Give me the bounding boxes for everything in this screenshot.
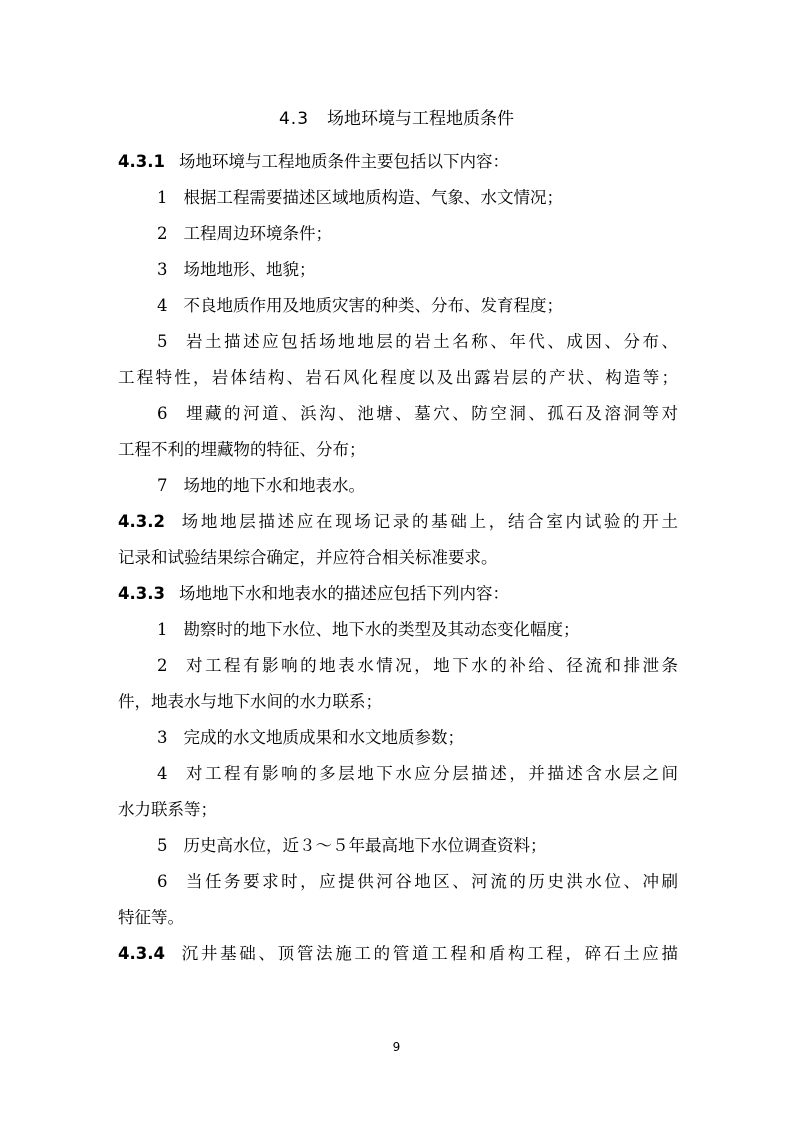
continuation-line: 特征等。 <box>118 908 184 927</box>
item-number: 6 <box>157 404 168 423</box>
list-item <box>118 648 678 684</box>
list-item <box>118 216 678 252</box>
list-item <box>118 468 678 504</box>
continuation-line: 工程特性，岩体结构、岩石风化程度以及出露岩层的产状、构造等； <box>118 368 678 387</box>
item-number: 2 <box>157 224 168 243</box>
item-number: 4 <box>157 764 168 783</box>
list-item <box>118 396 678 432</box>
continuation-line: 件，地表水与地下水间的水力联系； <box>118 692 382 711</box>
item-text: 根据工程需要描述区域地质构造、气象、水文情况； <box>183 188 563 207</box>
list-item <box>118 864 678 900</box>
clause-text: 场地环境与工程地质条件主要包括以下内容： <box>178 152 509 171</box>
section-heading <box>0 106 793 132</box>
clause-number: 4.3.1 <box>118 152 165 171</box>
item-text: 岩土描述应包括场地地层的岩土名称、年代、成因、分布、 <box>183 332 678 351</box>
list-item <box>118 288 678 324</box>
clause-number: 4.3.3 <box>118 584 165 603</box>
item-text: 完成的水文地质成果和水文地质参数； <box>183 728 464 747</box>
item-text: 场地地形、地貌； <box>183 260 316 279</box>
continuation-line: 工程不利的埋藏物的特征、分布； <box>118 440 366 459</box>
item-text: 当任务要求时，应提供河谷地区、河流的历史洪水位、冲刷 <box>183 872 678 891</box>
list-item <box>118 180 678 216</box>
clause-text: 沉井基础、顶管法施工的管道工程和盾构工程，碎石土应描 <box>178 944 678 963</box>
clause-4-3-1 <box>118 144 678 180</box>
clause-4-3-4 <box>118 936 678 972</box>
item-number: 7 <box>157 476 168 495</box>
list-item <box>118 720 678 756</box>
item-text: 不良地质作用及地质灾害的种类、分布、发育程度； <box>183 296 563 315</box>
list-item <box>118 828 678 864</box>
clause-4-3-2 <box>118 504 678 540</box>
list-item <box>118 612 678 648</box>
item-number: 3 <box>157 260 168 279</box>
item-text: 工程周边环境条件； <box>183 224 332 243</box>
clause-text: 场地地下水和地表水的描述应包括下列内容： <box>178 584 509 603</box>
page-number: 9 <box>392 1040 401 1054</box>
item-number: 6 <box>157 872 168 891</box>
body-text <box>118 144 678 972</box>
item-text: 对工程有影响的地表水情况，地下水的补给、径流和排泄条 <box>183 656 678 675</box>
item-number: 1 <box>157 620 168 639</box>
item-text: 历史高水位，近３～５年最高地下水位调查资料； <box>183 836 547 855</box>
item-number: 5 <box>157 332 168 351</box>
clause-text: 场地地层描述应在现场记录的基础上，结合室内试验的开土 <box>178 512 678 531</box>
item-text: 对工程有影响的多层地下水应分层描述，并描述含水层之间 <box>183 764 678 783</box>
continuation-line: 水力联系等； <box>118 800 217 819</box>
item-number: 2 <box>157 656 168 675</box>
clause-number: 4.3.4 <box>118 944 165 963</box>
item-text: 勘察时的地下水位、地下水的类型及其动态变化幅度； <box>183 620 580 639</box>
clause-4-3-3 <box>118 576 678 612</box>
item-number: 5 <box>157 836 168 855</box>
section-title: 场地环境与工程地质条件 <box>327 109 515 129</box>
list-item <box>118 252 678 288</box>
item-number: 4 <box>157 296 168 315</box>
item-number: 1 <box>157 188 168 207</box>
section-number: 4.3 <box>278 109 310 129</box>
list-item <box>118 324 678 360</box>
list-item <box>118 756 678 792</box>
clause-number: 4.3.2 <box>118 512 165 531</box>
item-text: 埋藏的河道、浜沟、池塘、墓穴、防空洞、孤石及溶洞等对 <box>183 404 678 423</box>
continuation-line: 记录和试验结果综合确定，并应符合相关标准要求。 <box>118 548 498 567</box>
item-text: 场地的地下水和地表水。 <box>183 476 365 495</box>
item-number: 3 <box>157 728 168 747</box>
